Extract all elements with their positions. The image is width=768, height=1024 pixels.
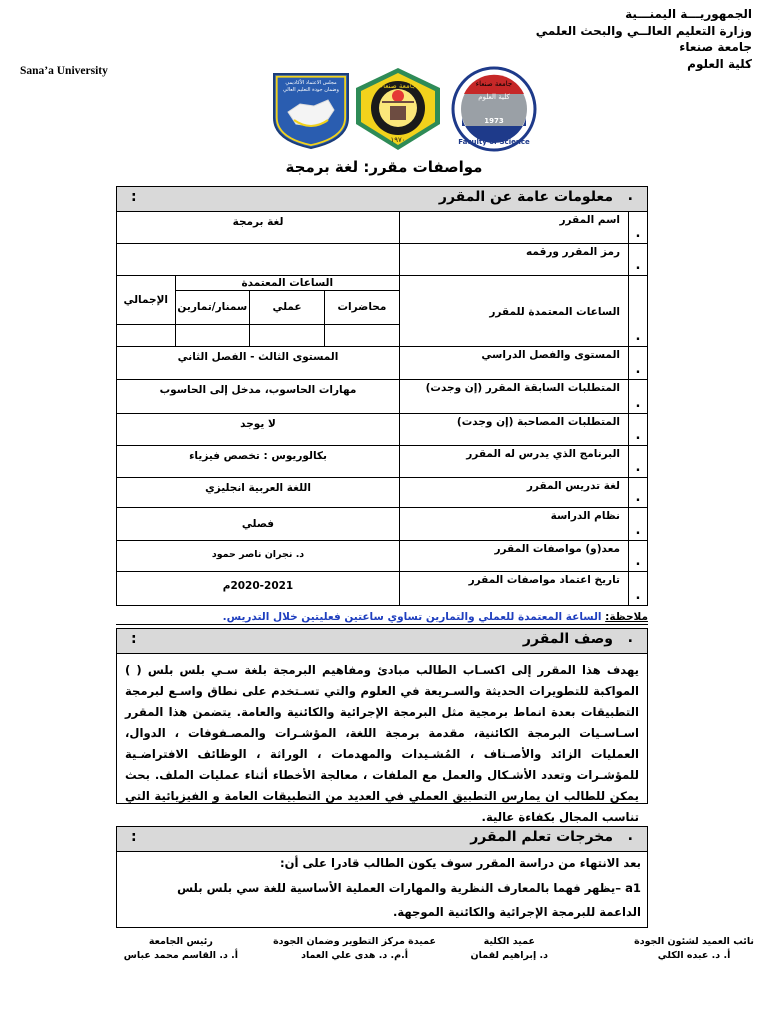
credit-hours-header: الساعات المعتمدة xyxy=(175,276,399,290)
row-number: . xyxy=(629,572,648,606)
section-number: . xyxy=(627,828,633,844)
hours-lectures-value xyxy=(324,324,399,346)
section-colon: : xyxy=(131,189,137,205)
row-value: فصلي xyxy=(117,508,400,541)
row-value: اللغة العربية انجليزي xyxy=(117,478,400,508)
hours-seminar-value xyxy=(175,324,250,346)
row-label: نظام الدراسة xyxy=(400,508,629,541)
hours-total-value xyxy=(117,324,175,346)
note-divider xyxy=(116,624,648,625)
section-description-header xyxy=(116,628,648,654)
signature-role: رئيس الجامعة xyxy=(148,936,213,947)
row-number: . xyxy=(629,508,648,541)
row-label: لغة تدريس المقرر xyxy=(400,478,629,508)
hours-practical-value xyxy=(250,324,325,346)
row-label: اسم المقرر xyxy=(400,212,629,244)
signature-vice-dean-quality xyxy=(634,935,754,963)
header-line-university: جامعة صنعاء xyxy=(679,40,752,54)
section-colon: : xyxy=(131,631,137,647)
page-title: مواصفات مقرر: لغة برمجة xyxy=(285,158,483,176)
section-outcomes-header xyxy=(116,826,648,852)
signature-name: د. إبراهيم لقمان xyxy=(470,950,548,961)
table-row xyxy=(117,380,648,414)
row-value: المستوى الثالث - الفصل الثاني xyxy=(117,347,400,380)
row-value: لا يوجد xyxy=(117,414,400,446)
description-text: يهدف هذا المقرر إلى اكسـاب الطالب مبادئ ومفاهيم البرمجة بلغة سـي بلس بلس ( ) المواكبة للتطويرات الحديثة والسـريعة في العلوم والتي تسـتخدم على نطاق واسـع لبرمجة التطبيقات بعدة انماط برمجية مثل البرمجة الإجرائية والكائنية والعامة. يتضمن هذا المقرر اسـاسـيات البرمجة الكائنية، مقدمة برمجة اللغة، المؤشـرات والمصـفوفات ، الدوال، العمليات الزائد والأصـناف ، المُشـيدات والمهدمات ، الوراثة ، الوظائف الافتراضـية للمؤشـرات وتعدد الأشـكال والعمل مع الملفات ، معالجة الأخطاء أثناء عمليات الملف. بحث يمكن للطالب ان يمارس التطبيق العملي في العديد من التطبيقات العامة و الفيزيائية التي تناسب المجال بكفاءة عالية. xyxy=(125,663,639,824)
table-row xyxy=(117,212,648,244)
logo-right-sub-text: كلية العلوم xyxy=(478,93,510,101)
logo-middle-year: ١٩٧٠ xyxy=(390,136,406,144)
signature-role: عميدة مركز التطوير وضمان الجودة xyxy=(273,936,436,947)
sanaa-university-logo xyxy=(354,66,442,152)
section-title: معلومات عامة عن المقرر xyxy=(438,189,613,205)
row-number: . xyxy=(629,347,648,380)
row-number: . xyxy=(629,380,648,414)
section-number: . xyxy=(627,188,633,204)
col-lectures: محاضرات xyxy=(324,290,399,324)
table-row xyxy=(117,414,648,446)
table-row xyxy=(117,244,648,276)
row-value xyxy=(117,244,400,276)
section-general-info-header xyxy=(116,186,648,212)
table-row xyxy=(117,478,648,508)
logo-right-year: 1973 xyxy=(484,117,504,125)
row-value: بكالوريوس : تخصص فيزياء xyxy=(117,446,400,478)
credit-hours-table xyxy=(117,276,399,346)
outcome-code: a1 xyxy=(625,881,641,895)
header-arabic xyxy=(492,6,752,72)
logo-left-line-1: مجلس الاعتماد الأكاديمي xyxy=(285,80,337,86)
header-line-republic: الجمهوريـــة اليمنـــية xyxy=(625,7,752,21)
logo-right-top-text: جامعة صنعاء xyxy=(475,80,513,88)
outcome-text: –يظهر فهما بالمعارف النظرية والمهارات العملية الأساسية للغة سي بلس بلس الداعمة للبرمجة الإجرائية والكائنية الموجهة. xyxy=(177,881,641,919)
signature-role: عميد الكلية xyxy=(483,936,535,947)
row-number: . xyxy=(629,541,648,572)
logo-left-line-2: وضمان جودة التعليم العالي xyxy=(283,87,339,93)
row-value: 2020-2021م xyxy=(117,572,400,606)
credit-hours-cell xyxy=(117,276,400,347)
note-text: الساعة المعتمدة للعملي والتمارين تساوي ساعتين فعليتين خلال التدريس. xyxy=(222,611,602,623)
row-label: تاريخ اعتماد مواصفات المقرر xyxy=(400,572,629,606)
signature-role: نائب العميد لشئون الجودة xyxy=(634,936,754,947)
header-university-en: Sana’a University xyxy=(20,65,108,77)
row-number: . xyxy=(629,478,648,508)
section-number: . xyxy=(627,630,633,646)
signature-quality-center-dean xyxy=(273,935,436,963)
course-description xyxy=(116,654,648,824)
row-number: . xyxy=(629,446,648,478)
faculty-of-science-logo xyxy=(450,66,538,152)
row-number: . xyxy=(629,244,648,276)
table-row xyxy=(117,572,648,606)
header-line-faculty: كلية العلوم xyxy=(687,56,752,71)
row-label: معد(و) مواصفات المقرر xyxy=(400,541,629,572)
row-label: البرنامج الذي يدرس له المقرر xyxy=(400,446,629,478)
row-value: مهارات الحاسوب، مدخل إلى الحاسوب xyxy=(117,380,400,414)
row-label: المستوى والفصل الدراسي xyxy=(400,347,629,380)
row-value: لغة برمجة xyxy=(117,212,400,244)
col-practical: عملي xyxy=(250,290,325,324)
signature-name: أ. د. عبده الكلي xyxy=(657,950,731,961)
outcomes-intro: بعد الانتهاء من دراسة المقرر سوف يكون الطالب قادرا على أن: xyxy=(280,856,641,870)
row-label: المتطلبات المصاحبة (إن وجدت) xyxy=(400,414,629,446)
credit-hours-total-label: الإجمالي xyxy=(117,276,175,324)
row-label: الساعات المعتمدة للمقرر xyxy=(400,276,629,347)
table-row xyxy=(117,508,648,541)
signature-dean xyxy=(471,935,548,963)
col-seminar: سمنار/تمارين xyxy=(175,290,250,324)
header-line-ministry: وزارة التعليم العالــي والبحث العلمي xyxy=(535,23,752,38)
table-row xyxy=(117,541,648,572)
credit-hours-note xyxy=(223,611,648,623)
signature-university-president xyxy=(124,935,238,963)
row-number: . xyxy=(629,212,648,244)
row-label: المتطلبات السابقة المقرر (إن وجدت) xyxy=(400,380,629,414)
table-row xyxy=(117,347,648,380)
table-row xyxy=(117,446,648,478)
logo-middle-ring-text: جامعة صنعاء xyxy=(379,82,417,90)
section-title: مخرجات تعلم المقرر xyxy=(470,829,613,845)
row-number: . xyxy=(629,276,648,347)
section-colon: : xyxy=(131,829,137,845)
outcome-item xyxy=(141,876,641,924)
row-value: د. نجران ناصر حمود xyxy=(117,541,400,572)
row-number: . xyxy=(629,414,648,446)
logo-right-ring-text: Faculty of Science xyxy=(458,138,530,146)
row-label: رمز المقرر ورقمه xyxy=(400,244,629,276)
note-lead: ملاحظة: xyxy=(605,611,648,623)
section-title: وصف المقرر xyxy=(522,631,613,647)
table-row xyxy=(117,276,648,347)
course-info-table xyxy=(116,211,648,606)
signature-name: أ. د. القاسم محمد عباس xyxy=(123,950,238,961)
accreditation-council-logo xyxy=(270,70,352,150)
signature-name: أ.م. د. هدى علي العماد xyxy=(301,950,408,961)
learning-outcomes xyxy=(116,852,648,928)
